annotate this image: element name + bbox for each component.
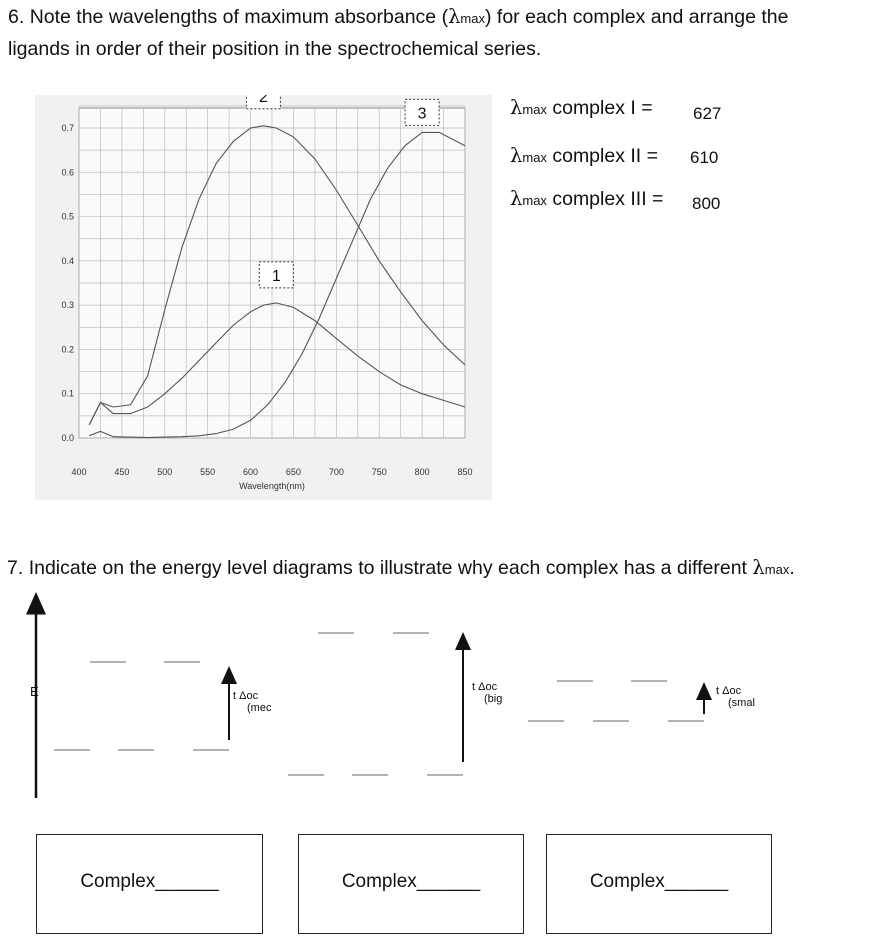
y-tick-label: 0.7 — [61, 123, 74, 133]
question-number: 6. — [8, 6, 25, 28]
y-tick-label: 0.5 — [61, 211, 74, 222]
y-tick-label: 0.0 — [61, 433, 74, 443]
answer-label: complex II = — [552, 145, 659, 167]
question-7 — [7, 553, 795, 585]
max-subscript: max — [460, 11, 485, 26]
x-axis-label: Wavelength(nm) — [239, 481, 305, 491]
y-tick-label: 0.1 — [61, 388, 74, 399]
answer-label: complex III = — [552, 188, 664, 210]
answer-row-3 — [510, 187, 663, 211]
max-subscript: max — [764, 562, 790, 577]
question-6-line-1 — [8, 2, 789, 34]
y-tick-label: 0.4 — [61, 255, 74, 266]
max-subscript: max — [522, 150, 547, 165]
question-number: 7. — [7, 557, 24, 579]
energy-axis-letter: E — [30, 684, 39, 699]
answer-value-2: 610 — [690, 148, 719, 167]
delta-prefix: t — [233, 690, 237, 702]
complex-label-2: Complex______ — [341, 871, 481, 892]
question-text: Note the wavelengths of maximum absorbance ( — [29, 6, 449, 28]
lambda-symbol: λ — [510, 187, 523, 210]
x-tick-label: 550 — [200, 467, 216, 477]
x-tick-label: 450 — [114, 467, 130, 477]
delta-note: (mec — [247, 702, 272, 714]
delta-label-3 — [716, 685, 755, 709]
answer-value-1: 627 — [693, 104, 722, 123]
diagram-3 — [528, 681, 704, 721]
x-tick-label: 400 — [71, 467, 87, 477]
chart-svg — [35, 95, 492, 500]
delta-prefix: t — [472, 681, 476, 693]
complex-label-3: Complex______ — [589, 871, 729, 892]
x-tick-label: 850 — [457, 467, 473, 477]
answer-row-1 — [510, 96, 653, 120]
x-tick-label: 600 — [243, 467, 259, 477]
lambda-symbol: λ — [752, 556, 765, 579]
complex-box-2[interactable] — [298, 834, 524, 934]
delta-prefix: t — [716, 685, 720, 697]
y-tick-label: 0.6 — [61, 167, 74, 178]
lambda-symbol: λ — [510, 96, 523, 119]
answer-label: complex I = — [552, 97, 653, 119]
answers-block — [510, 96, 750, 226]
annotation-label-2: 2 — [258, 95, 268, 106]
question-text-end: ) for each complex and arrange the — [484, 6, 789, 28]
x-tick-label: 800 — [414, 467, 430, 477]
question-6-line-2: ligands in order of their position in the spectrochemical series. — [8, 38, 542, 60]
diagram-2 — [288, 633, 463, 775]
answer-row-2 — [510, 144, 658, 168]
x-tick-label: 650 — [285, 467, 301, 477]
delta-note: (big — [484, 693, 503, 705]
x-tick-label: 750 — [371, 467, 387, 477]
question-text: Indicate on the energy level diagrams to illustrate why each complex has a different — [28, 557, 753, 579]
max-subscript: max — [522, 102, 547, 117]
diagram-1 — [54, 662, 229, 750]
lambda-symbol: λ — [510, 144, 523, 167]
absorbance-chart — [35, 95, 492, 500]
delta-note: (smal — [728, 697, 755, 709]
y-tick-label: 0.2 — [61, 344, 74, 355]
y-tick-label: 0.3 — [61, 300, 74, 311]
max-subscript: max — [522, 193, 547, 208]
delta-symbol: Δoc — [239, 690, 259, 702]
delta-symbol: Δoc — [478, 681, 498, 693]
question-period: . — [789, 557, 795, 579]
annotation-label-3: 3 — [417, 105, 427, 123]
complex-box-3[interactable] — [546, 834, 772, 934]
x-tick-label: 500 — [157, 467, 173, 477]
delta-label-2 — [472, 681, 502, 705]
lambda-symbol: λ — [448, 5, 461, 28]
delta-label-1 — [233, 690, 271, 714]
delta-symbol: Δoc — [722, 685, 742, 697]
answer-value-3: 800 — [692, 194, 721, 213]
complex-box-1[interactable] — [36, 834, 263, 934]
complex-label-1: Complex______ — [80, 871, 219, 892]
x-tick-label: 700 — [328, 467, 344, 477]
annotation-label-1: 1 — [271, 267, 281, 285]
